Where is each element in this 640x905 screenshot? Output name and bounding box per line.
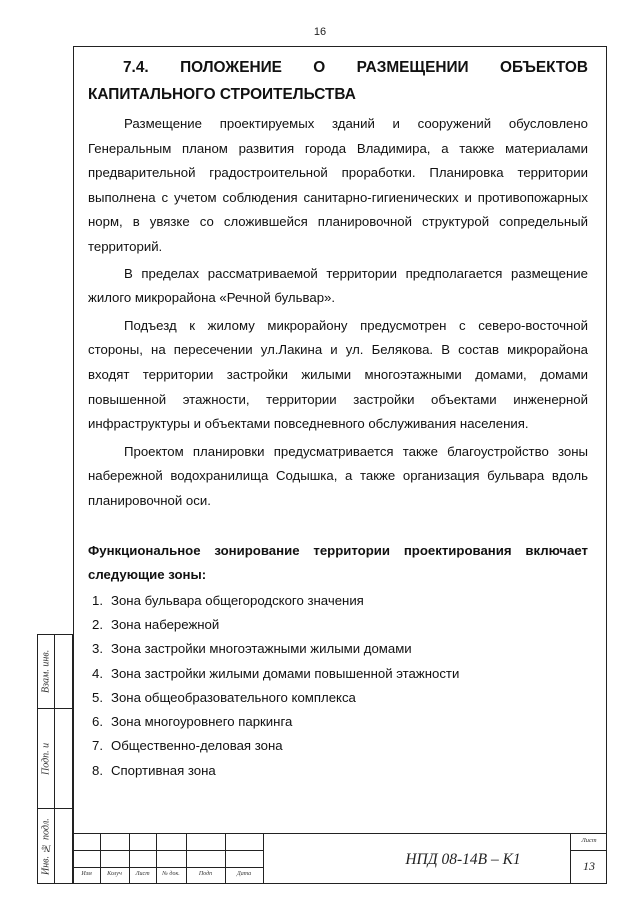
paragraph: Подъезд к жилому микрорайону предусмотрен с северо-восточной стороны, на пересечении ул.Лакина и ул. Белякова. В состав микрорайона входят территории застройки жилыми многоэтажными домами, домами повышенной этажности, территории застройки объектами инженерной инфраструктуры и объектами повседневного обслуживания населения.: [88, 317, 588, 432]
tb-col-kol: Колуч: [107, 871, 122, 877]
section-heading: [88, 54, 588, 108]
side-divider: [37, 808, 73, 809]
side-label-inv: Инв. № подл.: [40, 818, 52, 876]
list-item: 7. Общественно-деловая зона: [92, 738, 283, 754]
list-item: 2. Зона набережной: [92, 616, 220, 632]
tb-col-izm: Изм: [81, 871, 92, 877]
sheet-number: 13: [583, 859, 595, 873]
heading-number: 7.4.: [123, 59, 149, 76]
heading-line-2: КАПИТАЛЬНОГО СТРОИТЕЛЬСТВА: [88, 86, 356, 103]
heading-word: РАЗМЕЩЕНИИ: [356, 59, 469, 76]
tb-col-date: Дата: [236, 871, 252, 877]
list-item: 8. Спортивная зона: [92, 762, 216, 778]
title-block: [73, 833, 607, 884]
side-label-podp: Подп. и: [40, 742, 52, 776]
tb-col-podp: Подп: [198, 871, 213, 877]
main-content: [88, 54, 588, 783]
heading-word: ПОЛОЖЕНИЕ: [180, 59, 282, 76]
list-item: 6. Зона многоуровнего паркинга: [92, 714, 293, 730]
list-item: 4. Зона застройки жилыми домами повышенной этажности: [92, 665, 460, 681]
paragraph: В пределах рассматриваемой территории предполагается размещение жилого микрорайона «Речной бульвар».: [88, 265, 588, 306]
heading-word: О: [313, 59, 326, 76]
tb-col-doc: № док.: [162, 871, 180, 877]
page-number: 16: [313, 26, 327, 38]
sheet-label: Лист: [581, 837, 597, 844]
tb-col-list: Лист: [135, 871, 150, 877]
zones-list: [88, 589, 588, 783]
list-item: 1. Зона бульвара общегородского значения: [92, 592, 364, 608]
document-code: НПД 08-14В – К1: [405, 851, 521, 868]
side-divider: [37, 708, 73, 709]
heading-word: ОБЪЕКТОВ: [500, 59, 588, 76]
list-item: 5. Зона общеобразовательного комплекса: [92, 689, 356, 705]
list-item: 3. Зона застройки многоэтажными жилыми домами: [92, 641, 412, 657]
zones-title: Функциональное зонирование территории проектирования включает следующие зоны:: [88, 542, 588, 583]
paragraph: Размещение проектируемых зданий и сооружений обусловлено Генеральным планом развития города Владимира, а также материалами предварительной градостроительной проработки. Планировка территории выполнена с учетом соблюдения санитарно-гигиенических и противопожарных норм, в увязке со сложившейся планировочной структурой сопредельный территорий.: [88, 116, 588, 254]
side-label-vzam: Взам. инв.: [40, 649, 52, 693]
paragraph: Проектом планировки предусматривается также благоустройство зоны набережной водохранилища Содышка, а также организация бульвара вдоль планировочной оси.: [88, 443, 588, 508]
